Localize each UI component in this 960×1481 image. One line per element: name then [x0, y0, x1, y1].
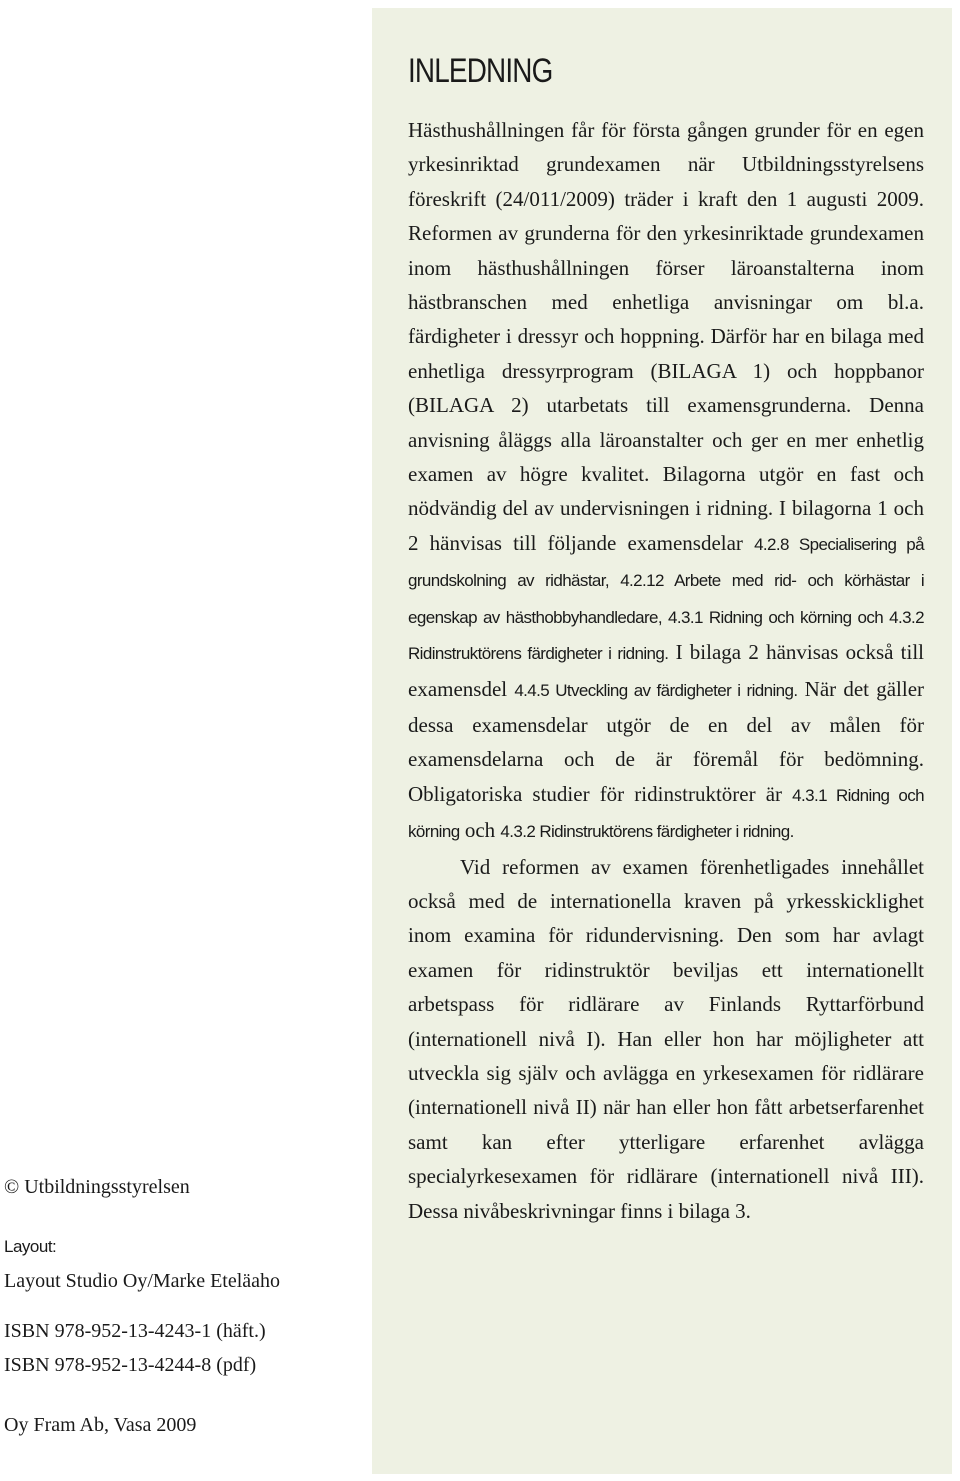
isbn-pdf: ISBN 978-952-13-4244-8 (pdf) — [4, 1354, 257, 1376]
paragraph-2: Vid reformen av examen förenhetligades innehållet också med de internationella kraven på yrkesskicklighet inom examina för ridundervisning. Den som har avlagt examen för ridinstruktör beviljas ett internationellt arbetspass för ridlärare av Finlands Ryttarförbund (internationell nivå I). Han eller hon har möjligheter att utveckla sig själv och avlägga en yrkesexamen för ridlärare (internationell nivå II) när han eller hon fått arbetserfarenhet samt kan efter ytterligare erfarenhet avlägga specialyrkesexamen för ridlärare (internationell nivå III). Dessa nivåbeskrivningar finns i bilaga 3. — [408, 854, 924, 1223]
examination-part-reference: 4.4.5 Utveckling av färdigheter i ridning. — [514, 680, 798, 700]
layout-credit: Layout Studio Oy/Marke Eteläaho — [4, 1270, 281, 1292]
section-heading: INLEDNING — [408, 52, 553, 90]
paragraph-1-text-b: I bilaga 2 hänvisas också till examensdel — [408, 640, 925, 701]
paragraph-1-text-a: Hästhushållningen får för första gången grunder för en egen yrkesinriktad grundexamen när Utbildningsstyrelsens föreskrift (24/011/2009) träder i kraft den 1 augusti 2009. Reformen av grunderna för den yrkesinriktade grundexamen inom hästhushållningen förser läroanstalterna inom hästbranschen med enhetliga anvisningar om bl.a. färdigheter i dressyr och hoppning. Därför har en bilaga med enhetliga dressyrprogram (BILAGA 1) och hoppbanor (BILAGA 2) utarbetats till examensgrunderna. Denna anvisning åläggs alla läroanstalter och ger en mer enhetlig examen av högre kvalitet. Bilagorna utgör en fast och nödvändig del av undervisningen i ridning. I bilagorna 1 och 2 hänvisas till följande examensdelar — [408, 118, 924, 555]
examination-part-reference: 4.3.1 Ridning och körning — [408, 785, 924, 842]
printer-line: Oy Fram Ab, Vasa 2009 — [4, 1414, 197, 1436]
examination-part-reference: 4.3.2 Ridinstruktörens färdigheter i ridning. — [500, 822, 794, 842]
introduction-content — [408, 52, 924, 1228]
layout-label: Layout: — [4, 1237, 57, 1256]
paragraph-1-text-d: och — [464, 818, 496, 843]
introduction-panel — [372, 8, 952, 1474]
colophon — [4, 1170, 354, 1442]
paragraph-1 — [408, 113, 924, 850]
examination-part-reference: 4.2.8 Specialisering på grundskolning av ridhästar, 4.2.12 Arbete med rid- och körhästar i egenskap av hästhobbyhandledare, 4.3.1 Ridning och körning och 4.3.2 Ridinstruktörens färdigheter i ridning. — [408, 534, 925, 664]
isbn-print: ISBN 978-952-13-4243-1 (häft.) — [4, 1320, 266, 1342]
copyright-line: © Utbildningsstyrelsen — [4, 1176, 190, 1198]
paragraph-1-text-c: När det gäller dessa examensdelar utgör de en del av målen för examensdelarna och de är föremål för bedömning. Obligatoriska studier för ridinstruktörer är — [408, 676, 925, 806]
